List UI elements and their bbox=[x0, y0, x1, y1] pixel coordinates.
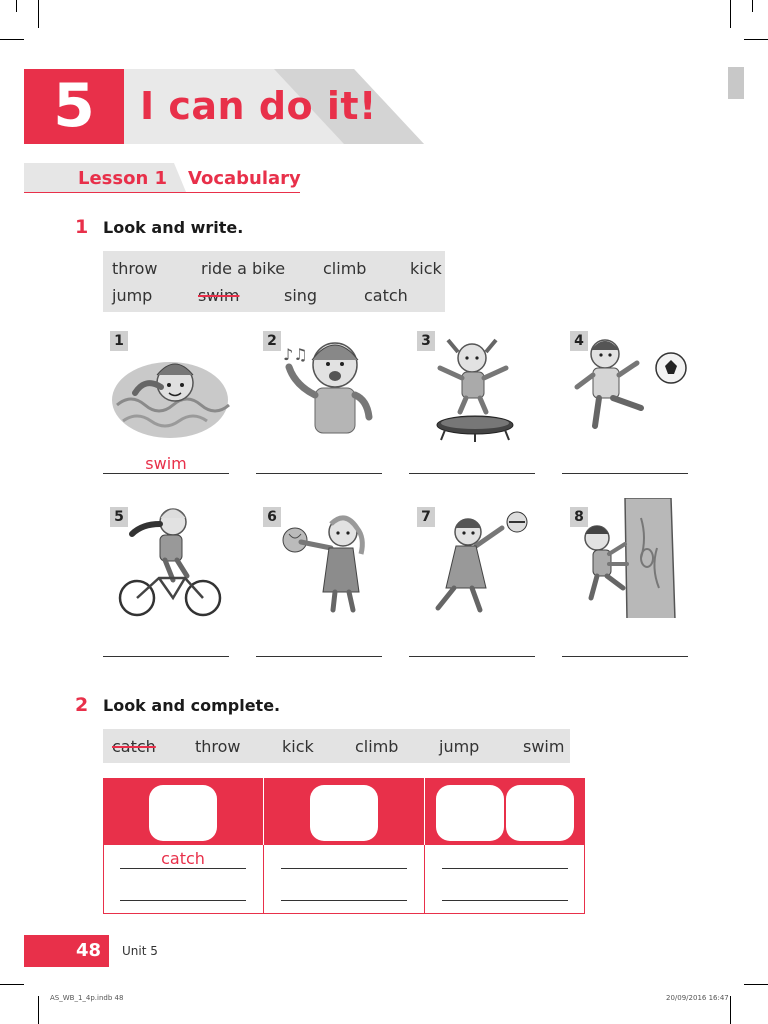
answer-line bbox=[120, 868, 246, 869]
side-tab bbox=[728, 67, 744, 99]
unit-title: I can do it! bbox=[140, 84, 377, 128]
answer-line bbox=[409, 656, 535, 657]
word-kick: kick bbox=[282, 737, 314, 756]
picture-number: 3 bbox=[417, 331, 435, 351]
answer-line bbox=[281, 900, 407, 901]
column-divider bbox=[424, 778, 425, 845]
answer-line bbox=[442, 868, 568, 869]
column-divider bbox=[263, 778, 264, 845]
picture-number: 5 bbox=[110, 507, 128, 527]
answer-line bbox=[120, 900, 246, 901]
column-divider bbox=[263, 845, 264, 913]
exercise-2-number: 2 bbox=[75, 694, 89, 716]
answer-example-swim: swim bbox=[145, 454, 187, 473]
word-swim: swim bbox=[523, 737, 565, 756]
letter-slot-2 bbox=[310, 785, 378, 841]
file-slug: AS_WB_1_4p.indb 48 bbox=[50, 994, 124, 1002]
answer-example-catch: catch bbox=[161, 849, 205, 868]
word-ride-a-bike: ride a bike bbox=[201, 259, 286, 278]
picture-number: 7 bbox=[417, 507, 435, 527]
word-box-1 bbox=[103, 251, 445, 312]
lesson-label: Lesson 1 bbox=[78, 168, 168, 189]
word-catch-struck: catch bbox=[112, 737, 156, 756]
picture-number: 4 bbox=[570, 331, 588, 351]
word-throw: throw bbox=[195, 737, 241, 756]
exercise-2-instruction: Look and complete. bbox=[103, 696, 281, 715]
print-stamp: 20/09/2016 16:47 bbox=[666, 994, 729, 1002]
picture-number: 8 bbox=[570, 507, 588, 527]
answer-line bbox=[442, 900, 568, 901]
letter-slot-3 bbox=[436, 785, 504, 841]
answer-line bbox=[103, 656, 229, 657]
girl-throwing-ball-illustration bbox=[410, 500, 540, 620]
answer-line bbox=[562, 473, 688, 474]
word-kick: kick bbox=[410, 259, 442, 278]
answer-line bbox=[256, 656, 382, 657]
column-divider bbox=[424, 845, 425, 913]
unit-number-badge: 5 bbox=[24, 69, 124, 144]
word-sing: sing bbox=[284, 286, 318, 305]
exercise-1-number: 1 bbox=[75, 216, 89, 238]
word-jump: jump bbox=[439, 737, 480, 756]
swimming-child-illustration bbox=[105, 335, 235, 455]
word-climb: climb bbox=[355, 737, 399, 756]
word-jump: jump bbox=[112, 286, 153, 305]
girl-catching-ball-illustration bbox=[265, 500, 395, 620]
letter-slot-4 bbox=[506, 785, 574, 841]
answer-line bbox=[281, 868, 407, 869]
boy-climbing-tree-illustration bbox=[565, 498, 695, 618]
word-catch: catch bbox=[364, 286, 408, 305]
picture-number: 6 bbox=[263, 507, 281, 527]
exercise-1-instruction: Look and write. bbox=[103, 218, 244, 237]
page-number: 48 bbox=[24, 935, 109, 967]
svg-text:♪♫: ♪♫ bbox=[283, 345, 308, 364]
answer-line bbox=[103, 473, 229, 474]
girl-riding-bike-illustration bbox=[105, 500, 235, 620]
word-climb: climb bbox=[323, 259, 367, 278]
singing-child-illustration bbox=[265, 330, 395, 450]
answer-line bbox=[256, 473, 382, 474]
jumping-girl-trampoline-illustration bbox=[410, 330, 540, 450]
answer-line bbox=[562, 656, 688, 657]
word-throw: throw bbox=[112, 259, 158, 278]
picture-number: 2 bbox=[263, 331, 281, 351]
word-swim-struck: swim bbox=[198, 286, 240, 305]
kicking-boy-ball-illustration bbox=[565, 330, 695, 450]
letter-slot-1 bbox=[149, 785, 217, 841]
word-box-2 bbox=[103, 729, 570, 763]
lesson-topic: Vocabulary bbox=[188, 168, 301, 189]
picture-number: 1 bbox=[110, 331, 128, 351]
footer-unit-label: Unit 5 bbox=[122, 944, 158, 958]
answer-line bbox=[409, 473, 535, 474]
